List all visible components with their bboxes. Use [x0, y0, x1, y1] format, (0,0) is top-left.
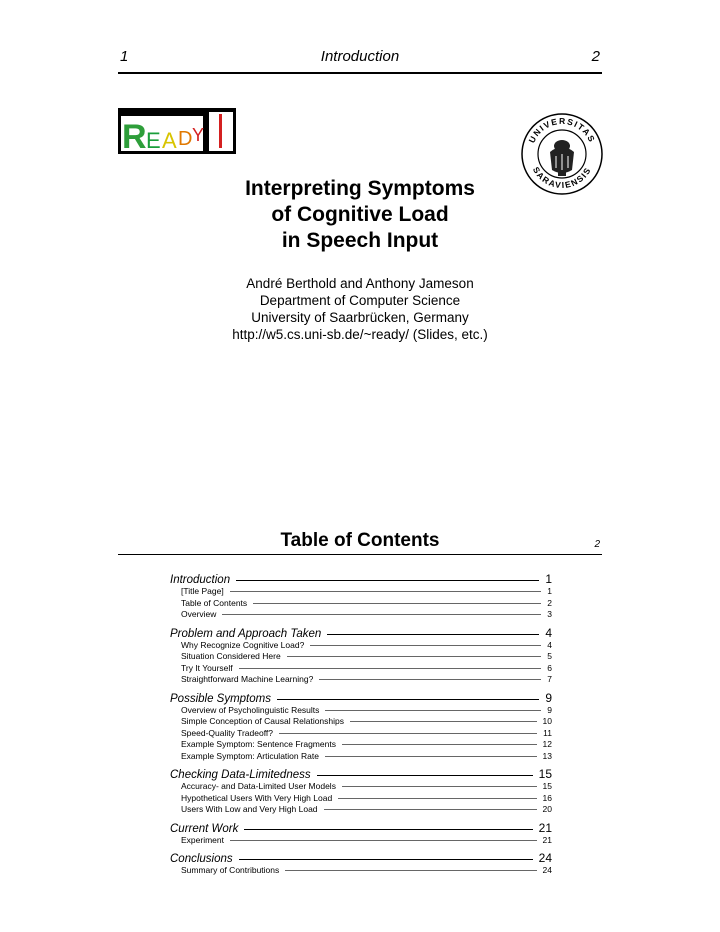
toc-item-entry[interactable]	[170, 835, 552, 847]
toc-section-entry[interactable]	[170, 572, 552, 586]
toc-item-title: [Title Page]	[181, 586, 224, 596]
leader-line	[324, 809, 537, 810]
leader-line	[277, 699, 539, 700]
toc-item-title: Experiment	[181, 834, 224, 845]
toc-item-page: 12	[542, 739, 552, 749]
toc-section-entry[interactable]	[170, 821, 552, 835]
toc-section	[170, 626, 552, 686]
svg-text:D: D	[178, 128, 193, 150]
toc-item-entry[interactable]	[170, 640, 552, 652]
leader-line	[319, 679, 541, 680]
title-line: Interpreting Symptoms	[245, 177, 475, 200]
toc-item-page: 7	[547, 674, 552, 684]
toc-item-title: Accuracy- and Data-Limited User Models	[181, 781, 336, 791]
department: Department of Computer Science	[259, 293, 461, 308]
leader-line	[285, 870, 536, 871]
toc-item-page: 5	[547, 651, 552, 661]
toc-section	[170, 572, 552, 621]
header-right-page-number: 2	[591, 48, 600, 65]
toc-section-entry[interactable]	[170, 767, 552, 781]
toc-section-title: Introduction	[170, 574, 231, 586]
toc-item-entry[interactable]	[170, 781, 552, 793]
leader-line	[222, 614, 541, 615]
toc-item-entry[interactable]	[170, 739, 552, 751]
toc-item-page: 16	[542, 792, 552, 803]
toc-section-page: 1	[545, 572, 552, 586]
toc-item-entry[interactable]	[170, 674, 552, 686]
leader-line	[230, 840, 537, 841]
toc-item-entry[interactable]	[170, 716, 552, 728]
toc-item-page: 24	[542, 865, 552, 875]
toc-item-entry[interactable]	[170, 598, 552, 610]
table-of-contents	[170, 572, 552, 882]
leader-line	[325, 710, 541, 711]
page-header	[118, 48, 602, 74]
leader-line	[287, 656, 542, 657]
toc-section-page: 15	[538, 767, 552, 781]
toc-item-title: Example Symptom: Sentence Fragments	[181, 739, 336, 749]
leader-line	[317, 775, 533, 776]
leader-line	[253, 603, 541, 604]
leader-line	[338, 798, 536, 799]
toc-item-entry[interactable]	[170, 728, 552, 740]
toc-item-page: 2	[547, 597, 552, 608]
leader-line	[239, 668, 542, 669]
toc-section-page: 4	[545, 625, 552, 640]
leader-line	[325, 756, 537, 757]
toc-item-page: 6	[547, 662, 552, 673]
toc-section-entry[interactable]	[170, 851, 552, 865]
toc-item-title: Speed-Quality Tradeoff?	[181, 727, 273, 738]
toc-item-title: Simple Conception of Causal Relationships	[181, 716, 345, 726]
toc-item-page: 3	[547, 609, 552, 619]
svg-text:UNIVERSITAS: UNIVERSITAS	[526, 115, 598, 145]
leader-line	[236, 580, 539, 581]
toc-item-title: Users With Low and Very High Load	[181, 804, 318, 814]
ready-logo	[118, 108, 238, 158]
toc-item-page: 4	[547, 639, 552, 650]
toc-item-entry[interactable]	[170, 865, 552, 877]
header-left-page-number: 1	[120, 48, 129, 65]
toc-item-title: Hypothetical Users With Very High Load	[181, 792, 333, 803]
toc-item-title: Why Recognize Cognitive Load?	[181, 639, 305, 650]
leader-line	[230, 591, 542, 592]
leader-line	[350, 721, 537, 722]
url-link[interactable]: http://w5.cs.uni-sb.de/~ready/ (Slides, etc.)	[232, 327, 488, 342]
leader-line	[239, 859, 533, 860]
toc-section	[170, 691, 552, 763]
leader-line	[327, 634, 539, 635]
toc-item-title: Summary of Contributions	[181, 865, 280, 875]
leader-line	[310, 645, 541, 646]
leader-line	[342, 744, 537, 745]
toc-item-page: 21	[542, 834, 552, 845]
author-names: André Berthold and Anthony Jameson	[246, 276, 474, 291]
toc-item-page: 20	[542, 804, 552, 814]
toc-section-title: Checking Data-Limitedness	[170, 769, 311, 781]
toc-item-page: 13	[542, 750, 552, 761]
university: University of Saarbrücken, Germany	[251, 310, 469, 325]
toc-item-title: Try It Yourself	[181, 662, 233, 673]
toc-item-page: 9	[547, 704, 552, 715]
toc-section-page: 24	[538, 851, 552, 865]
toc-title: Table of Contents	[280, 530, 440, 551]
toc-item-title: Overview	[181, 609, 217, 619]
toc-item-page: 10	[542, 716, 552, 726]
svg-text:E: E	[146, 128, 161, 153]
toc-item-title: Table of Contents	[181, 597, 248, 608]
author-block	[160, 275, 560, 343]
leader-line	[279, 733, 537, 734]
toc-item-entry[interactable]	[170, 586, 552, 598]
toc-header	[118, 530, 602, 555]
toc-section-page: 21	[538, 820, 552, 835]
toc-item-page: 15	[542, 781, 552, 791]
toc-section	[170, 821, 552, 847]
toc-item-entry[interactable]	[170, 705, 552, 717]
toc-item-entry[interactable]	[170, 663, 552, 675]
toc-item-title: Situation Considered Here	[181, 651, 281, 661]
toc-section-title: Current Work	[170, 822, 239, 835]
toc-item-title: Example Symptom: Articulation Rate	[181, 750, 319, 761]
toc-section-entry[interactable]	[170, 691, 552, 705]
toc-item-entry[interactable]	[170, 793, 552, 805]
toc-section-title: Problem and Approach Taken	[170, 627, 322, 640]
svg-text:A: A	[162, 128, 177, 153]
toc-section-title: Conclusions	[170, 853, 233, 865]
toc-item-entry[interactable]	[170, 751, 552, 763]
toc-item-page: 11	[543, 727, 552, 738]
toc-item-entry[interactable]	[170, 609, 552, 621]
toc-item-page: 1	[547, 586, 552, 596]
leader-line	[342, 786, 537, 787]
toc-item-title: Overview of Psycholinguistic Results	[181, 704, 320, 715]
svg-text:R: R	[122, 118, 147, 156]
leader-line	[244, 829, 532, 830]
title-line: in Speech Input	[281, 229, 439, 252]
title-line: of Cognitive Load	[271, 203, 449, 226]
toc-page-number: 2	[594, 539, 600, 550]
toc-section	[170, 851, 552, 877]
toc-section-page: 9	[545, 690, 552, 705]
header-title: Introduction	[320, 48, 400, 65]
document-title	[160, 176, 560, 254]
toc-section-entry[interactable]	[170, 626, 552, 640]
svg-text:Y: Y	[192, 125, 205, 145]
toc-section-title: Possible Symptoms	[170, 692, 271, 705]
toc-item-title: Straightforward Machine Learning?	[181, 674, 314, 684]
toc-section	[170, 767, 552, 816]
toc-item-entry[interactable]	[170, 804, 552, 816]
toc-item-entry[interactable]	[170, 651, 552, 663]
svg-text:SARAVIENSIS: SARAVIENSIS	[530, 165, 594, 191]
